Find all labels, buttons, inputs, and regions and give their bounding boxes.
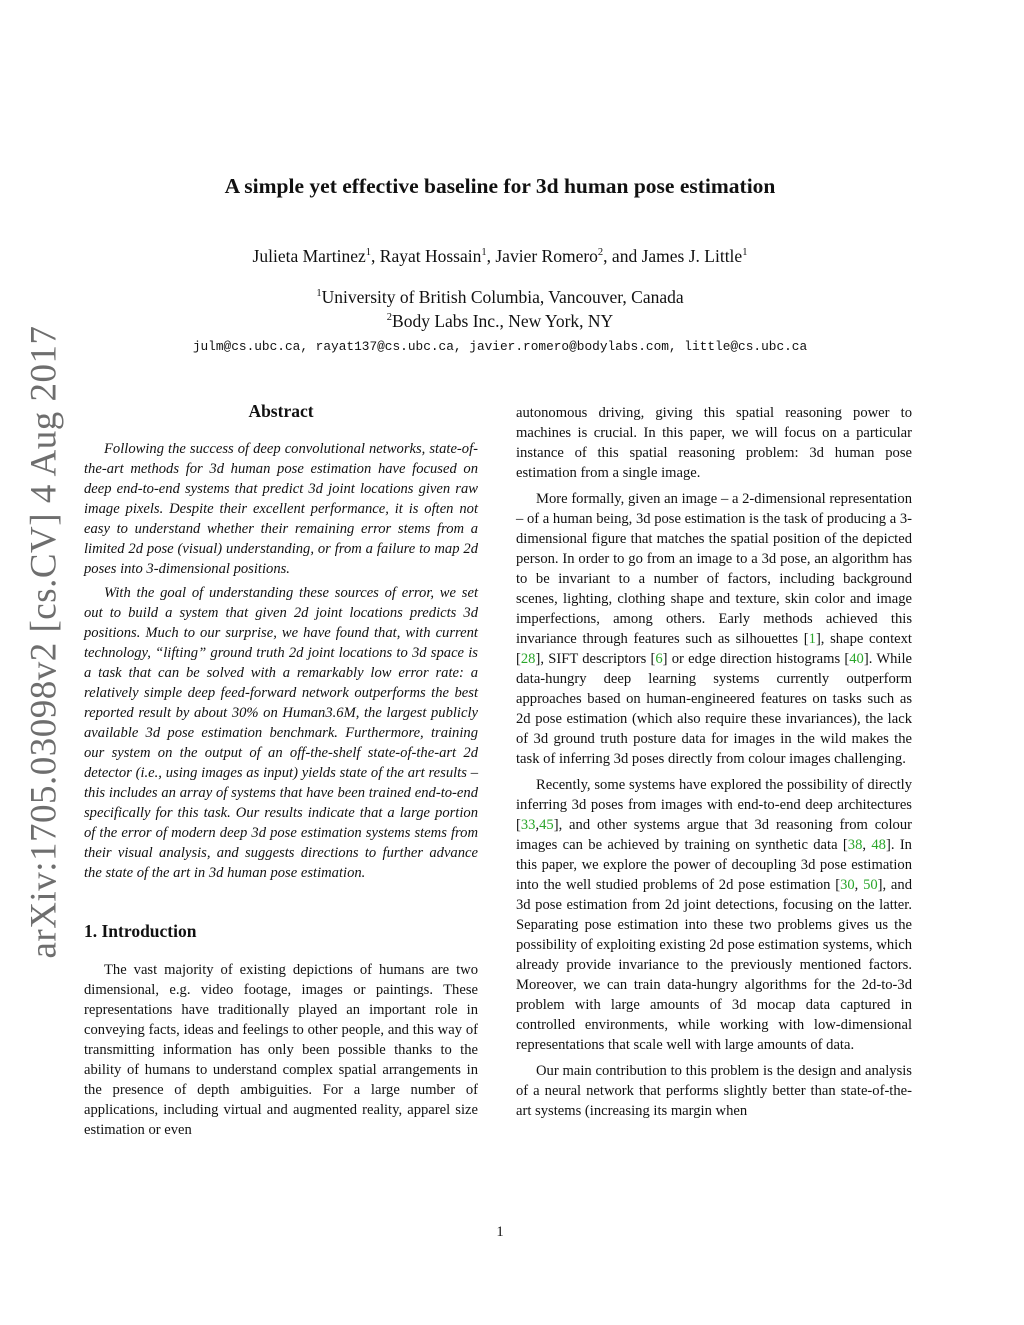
author-affiliation-mark: 1 (481, 247, 487, 258)
author-affiliation-mark: 1 (742, 247, 748, 258)
citation-link[interactable]: 38 (847, 837, 863, 853)
author-name: Julieta Martinez (252, 246, 366, 266)
affiliation-mark: 2 (386, 312, 393, 323)
author-affiliation-mark: 1 (365, 247, 372, 258)
citation-link[interactable]: 40 (849, 651, 864, 667)
citation-link[interactable]: 6 (655, 651, 663, 667)
citation-link[interactable]: 30 (840, 877, 855, 893)
abstract-paragraph: With the goal of understanding these sources of error, we set out to build a system that given 2d joint locations predicts 3d positions. Much to our surprise, we have found that, with current technology, “lifting” ground truth 2d joint locations to 3d space is a task that can be solved with a remarkably low error rate: a relatively simple deep feed-forward network outperforms the best reported result by about 30% on Human3.6M, the largest publicly available 3d pose estimation benchmark. Furthermore, training our system on the output of an off-the-shelf state-of-the-art 2d detector (i.e., using images as input) yields state of the art results – this includes an array of systems that have been trained end-to-end specifically for this task. Our results indicate that a large portion of the error of modern deep 3d pose estimation systems stems from their visual analysis, and suggests directions to further advance the state of the art in 3d human pose estimation. (84, 585, 478, 881)
citation-link[interactable]: 48 (871, 837, 886, 853)
paper-title: A simple yet effective baseline for 3d human pose estimation (224, 174, 776, 198)
author-name: James J. Little (641, 246, 743, 266)
introduction-paragraph: The vast majority of existing depictions of humans are two dimensional, e.g. video footage, images or paintings. These representations have traditionally played an important role in conveying facts, ideas and feelings to other people, and this way of transmitting information has only been possible thanks to the ability of humans to understand complex spatial arrangements in the presence of depth ambiguities. For a large number of applications, including virtual and augmented reality, apparel size estimation or even (84, 962, 478, 1138)
body-paragraph: More formally, given an image – a 2-dimensional representation – of a human being, 3d pose estimation is the task of producing a 3-dimensional figure that matches the spatial position of the depicted person. In order to go from an image to a 3d pose, an algorithm has to be invariant to a number of factors, including background scenes, lighting, clothing shape and texture, skin color and image imperfections, among others. Early methods achieved this invariance through features such as silhouettes [1], shape context [28], SIFT descriptors [6] or edge direction histograms [40]. While data-hungry deep learning systems currently outperform approaches based on human-engineered features on tasks such as 2d pose estimation (which also require these invariances), the lack of 3d ground truth posture data for images in the wild makes the task of inferring 3d poses directly from colour images challenging. (516, 491, 912, 767)
author-separator: , (371, 246, 380, 266)
body-paragraph: Our main contribution to this problem is the design and analysis of a neural network that performs slightly better than state-of-the-art systems (increasing its margin when (516, 1063, 912, 1119)
abstract (84, 400, 478, 883)
introduction-section (84, 920, 478, 1140)
citation-link[interactable]: 28 (520, 651, 536, 667)
affiliation-mark: 1 (316, 288, 322, 299)
author-emails: julm@cs.ubc.ca, rayat137@cs.ubc.ca, javier.romero@bodylabs.com, little@cs.ubc.ca (192, 339, 808, 354)
affiliation (0, 311, 1000, 332)
author-name: Rayat Hossain (379, 246, 482, 266)
citation-link[interactable]: 1 (808, 631, 816, 647)
body-paragraph: Recently, some systems have explored the possibility of directly inferring 3d poses from images with end-to-end deep architectures [33,45], and other systems argue that 3d reasoning from colour images can be achieved by training on synthetic data [38, 48]. In this paper, we explore the power of decoupling 3d pose estimation into the well studied problems of 2d pose estimation [30, 50], and 3d pose estimation from 2d joint detections, focusing on the latter. Separating pose estimation into these two problems gives us the possibility of exploiting existing 2d pose estimation systems, which already provide invariance to the previously mentioned factors. Moreover, we can train data-hungry algorithms for the 2d-to-3d problem with large amounts of 3d mocap data captured in controlled environments, while working with low-dimensional representations that scale well with large amounts of data. (516, 777, 913, 1053)
right-column (516, 403, 912, 1121)
abstract-paragraph: Following the success of deep convolutional networks, state-of-the-art methods for 3d human pose estimation have focused on deep end-to-end systems that predict 3d joint locations given raw image pixels. Despite their excellent performance, it is often not easy to understand whether their remaining error stems from a limited 2d pose (visual) understanding, or from a failure to map 2d poses into 3-dimensional positions. (84, 441, 478, 577)
affiliation-text: University of British Columbia, Vancouver, Canada (321, 287, 684, 307)
arxiv-identifier: arXiv:1705.03098v2 [cs.CV] 4 Aug 2017 (23, 325, 65, 959)
author-name: Javier Romero (495, 246, 598, 266)
author-separator: , (486, 246, 496, 266)
author-affiliation-mark: 2 (597, 247, 604, 258)
page-number: 1 (496, 1224, 504, 1240)
introduction-heading: 1. Introduction (84, 921, 197, 941)
affiliation-text: Body Labs Inc., New York, NY (392, 311, 614, 331)
body-paragraph: autonomous driving, giving this spatial reasoning power to machines is crucial. In this paper, we will focus on a particular instance of this spatial reasoning problem: 3d human pose estimation from a single image. (516, 405, 912, 481)
abstract-heading: Abstract (248, 401, 314, 421)
left-column (84, 400, 478, 1140)
author-list (0, 246, 1000, 267)
citation-link[interactable]: 50 (863, 877, 878, 893)
author-separator: , and (603, 246, 642, 266)
citation-link[interactable]: 45 (539, 817, 554, 833)
affiliation (0, 287, 1000, 308)
citation-link[interactable]: 33 (520, 817, 536, 833)
